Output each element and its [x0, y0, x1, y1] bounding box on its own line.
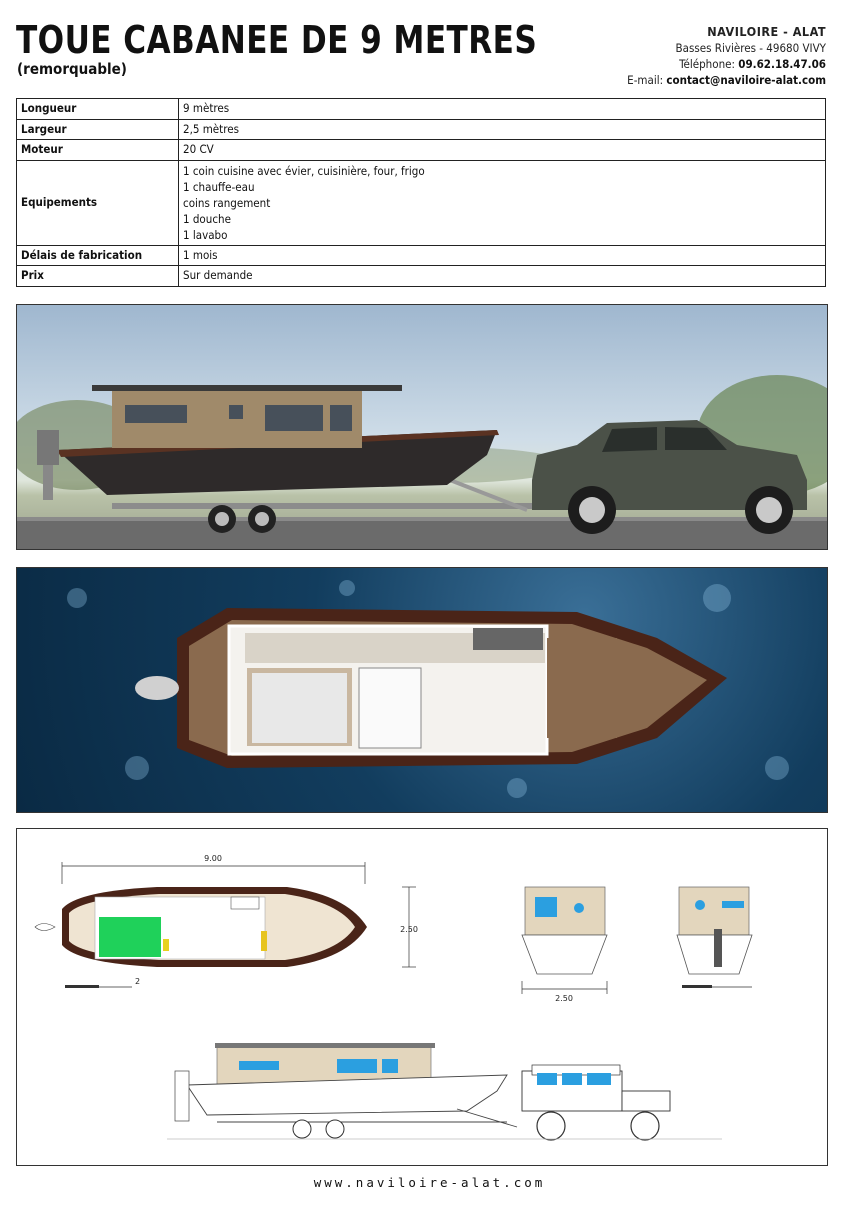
company-address: Basses Rivières - 49680 VIVY: [675, 41, 826, 55]
spec-value: 1 mois: [179, 245, 826, 266]
website-link[interactable]: www.naviloire-alat.com: [313, 1175, 546, 1190]
spec-value: [179, 160, 826, 245]
equipment-line: 1 coin cuisine avec évier, cuisinière, four, frigo: [183, 163, 425, 178]
company-phone: Téléphone: 09.62.18.47.06: [679, 57, 826, 71]
top-view-render: [16, 567, 828, 813]
phone-number[interactable]: 09.62.18.47.06: [738, 57, 826, 71]
spec-label: Largeur: [17, 119, 179, 140]
spec-label: Délais de fabrication: [17, 245, 179, 266]
spec-value: Sur demande: [179, 266, 826, 287]
technical-plans: [16, 828, 828, 1166]
spec-value: 9 mètres: [179, 99, 826, 120]
page-title: TOUE CABANEE DE 9 METRES: [16, 18, 538, 62]
equipment-line: 1 douche: [183, 211, 231, 226]
side-view-illustration: [17, 305, 827, 549]
spec-value: 20 CV: [179, 140, 826, 161]
spec-label: Moteur: [17, 140, 179, 161]
table-row: [17, 99, 826, 120]
spec-value: 2,5 mètres: [179, 119, 826, 140]
email-link[interactable]: contact@naviloire-alat.com: [666, 73, 826, 87]
scale-mark: 2: [135, 977, 141, 986]
width-dimension: 2.50: [400, 925, 418, 934]
table-row: [17, 266, 826, 287]
company-email: E-mail: contact@naviloire-alat.com: [627, 73, 826, 87]
table-row: [17, 119, 826, 140]
spec-label: Longueur: [17, 99, 179, 120]
plan-drawings: [17, 829, 827, 1165]
specs-table: [16, 98, 826, 287]
table-row: [17, 160, 826, 245]
equipment-line: coins rangement: [183, 195, 271, 210]
top-view-illustration: [17, 568, 827, 812]
table-row: [17, 245, 826, 266]
company-name: NAVILOIRE - ALAT: [707, 24, 826, 39]
company-info: [627, 24, 826, 88]
equipment-line: 1 chauffe-eau: [183, 179, 255, 194]
side-view-render: [16, 304, 828, 550]
length-dimension: 9.00: [204, 854, 222, 863]
spec-label: Equipements: [17, 160, 179, 245]
front-width-dimension: 2.50: [555, 994, 573, 1003]
spec-label: Prix: [17, 266, 179, 287]
page-subtitle: (remorquable): [17, 60, 127, 78]
table-row: [17, 140, 826, 161]
equipment-line: 1 lavabo: [183, 227, 228, 242]
